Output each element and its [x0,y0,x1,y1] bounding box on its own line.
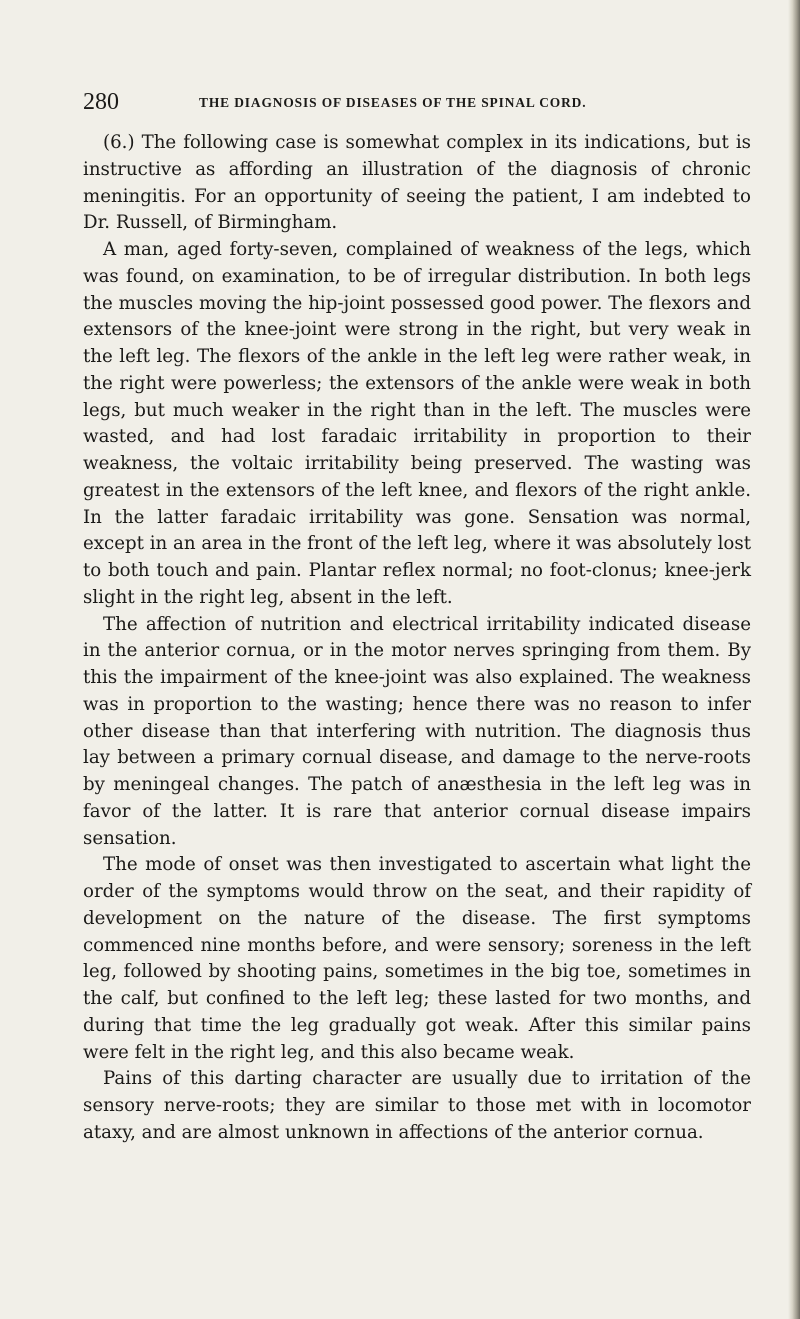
running-title: THE DIAGNOSIS OF DISEASES OF THE SPINAL CORD. [199,95,587,110]
paragraph: The mode of onset was then investigated to ascertain what light the order of the symptoms would throw on the seat, and their rapidity of development on the nature of the disease. The first symptoms commenced nine months before, and were sensory; soreness in the left leg, followed by shooting pains, sometimes in the big toe, sometimes in the calf, but confined to the left leg; these lasted for two months, and during that time the leg gradually got weak. After this similar pains were felt in the right leg, and this also became weak. [83,854,751,1063]
paragraph: (6.) The following case is somewhat complex in its indications, but is instructive as affording an illustration of the diagnosis of chronic meningitis. For an opportunity of seeing the patient, I am indebted to Dr. Russell, of Birmingham. [83,132,751,234]
paragraph: The affection of nutrition and electrical irritability indicated disease in the anterior cornua, or in the motor nerves springing from them. By this the impairment of the knee-joint was also explained. The weakness was in proportion to the wasting; hence there was no reason to infer other disease than that interfering with nutrition. The diagnosis thus lay between a primary cornual disease, and damage to the nerve-roots by meningeal changes. The patch of anæsthesia in the left leg was in favor of the latter. It is rare that anterior cornual disease impairs sensation. [83,613,751,849]
paragraph: Pains of this darting character are usually due to irritation of the sensory nerve-roots; they are similar to those met with in locomotor ataxy, and are almost unknown in affections of the anterior cornua. [83,1068,751,1143]
page-header [83,88,743,116]
body-text [83,130,751,1147]
page-number: 280 [83,89,119,115]
book-spine-shadow [788,0,800,1319]
paragraph: A man, aged forty-seven, complained of weakness of the legs, which was found, on examination, to be of irregular distribution. In both legs the muscles moving the hip-joint possessed good power. The flexors and extensors of the knee-joint were strong in the right, but very weak in the left leg. The flexors of the ankle in the left leg were rather weak, in the right were powerless; the extensors of the ankle were weak in both legs, but much weaker in the right than in the left. The muscles were wasted, and had lost faradaic irritability in proportion to their weakness, the voltaic irritability being preserved. The wasting was greatest in the extensors of the left knee, and flexors of the right ankle. In the latter faradaic irritability was gone. Sensation was normal, except in an area in the front of the left leg, where it was absolutely lost to both touch and pain. Plantar reflex normal; no foot-clonus; knee-jerk slight in the right leg, absent in the left. [83,239,751,608]
